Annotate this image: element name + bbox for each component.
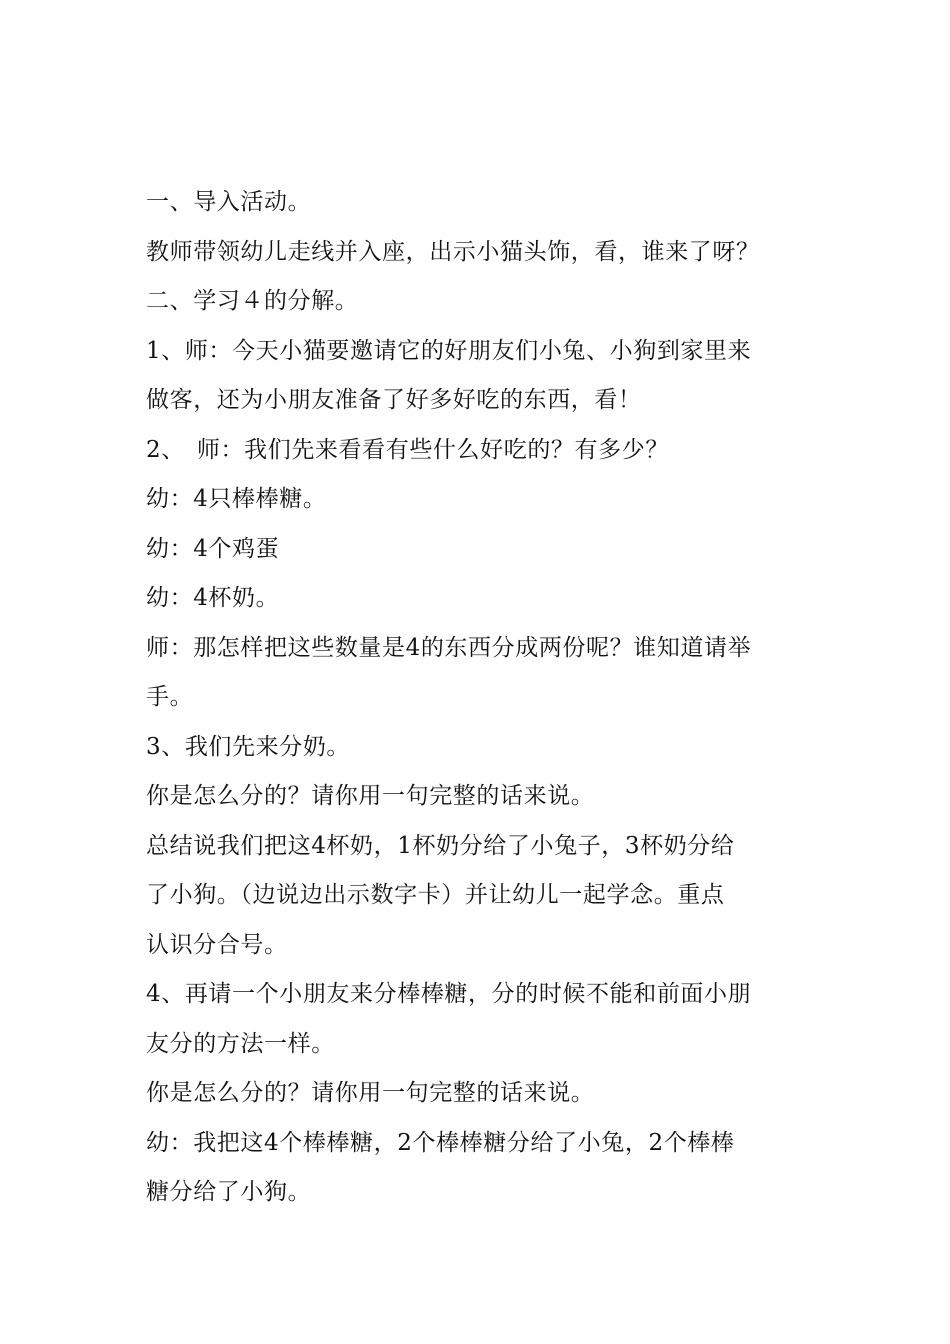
paragraph-line: 友分的方法一样。: [146, 1030, 335, 1057]
paragraph-line: 总结说我们把这4杯奶，1杯奶分给了小兔子，3杯奶分给: [146, 832, 735, 859]
paragraph-line: 做客，还为小朋友准备了好多好吃的东西，看！: [146, 387, 642, 413]
paragraph-line: 2、 师：我们先来看看有些什么好吃的？有多少？: [146, 436, 669, 463]
document-body: [146, 178, 816, 1218]
paragraph-line: 教师带领幼儿走线并入座，出示小猫头饰，看，谁来了呀？: [146, 238, 760, 265]
paragraph-line: 幼：4只棒棒糖。: [146, 486, 327, 512]
paragraph-line: 师：那怎样把这些数量是4的东西分成两份呢？谁知道请举: [146, 634, 752, 661]
paragraph-line: 幼：我把这4个棒棒糖，2个棒棒糖分给了小兔，2个棒棒: [146, 1129, 735, 1156]
paragraph-line: 你是怎么分的？请你用一句完整的话来说。: [146, 1080, 595, 1106]
paragraph-line: 3、我们先来分奶。: [146, 733, 351, 760]
paragraph-line: 了小狗。（边说边出示数字卡）并让幼儿一起学念。重点: [146, 882, 725, 908]
paragraph-line: 幼：4个鸡蛋: [146, 535, 280, 562]
paragraph-line: 手。: [146, 684, 194, 710]
paragraph-line: 糖分给了小狗。: [146, 1179, 312, 1205]
paragraph-line: 1、师：今天小猫要邀请它的好朋友们小兔、小狗到家里来: [146, 337, 752, 364]
paragraph-line: 你是怎么分的？请你用一句完整的话来说。: [146, 783, 595, 809]
paragraph-line: 4、再请一个小朋友来分棒棒糖，分的时候不能和前面小朋: [146, 981, 752, 1007]
paragraph-line: 幼：4杯奶。: [146, 585, 280, 611]
paragraph-line: 认识分合号。: [146, 931, 288, 958]
section-heading: 二、学习４的分解。: [146, 288, 359, 314]
section-heading: 一、导入活动。: [146, 189, 312, 215]
